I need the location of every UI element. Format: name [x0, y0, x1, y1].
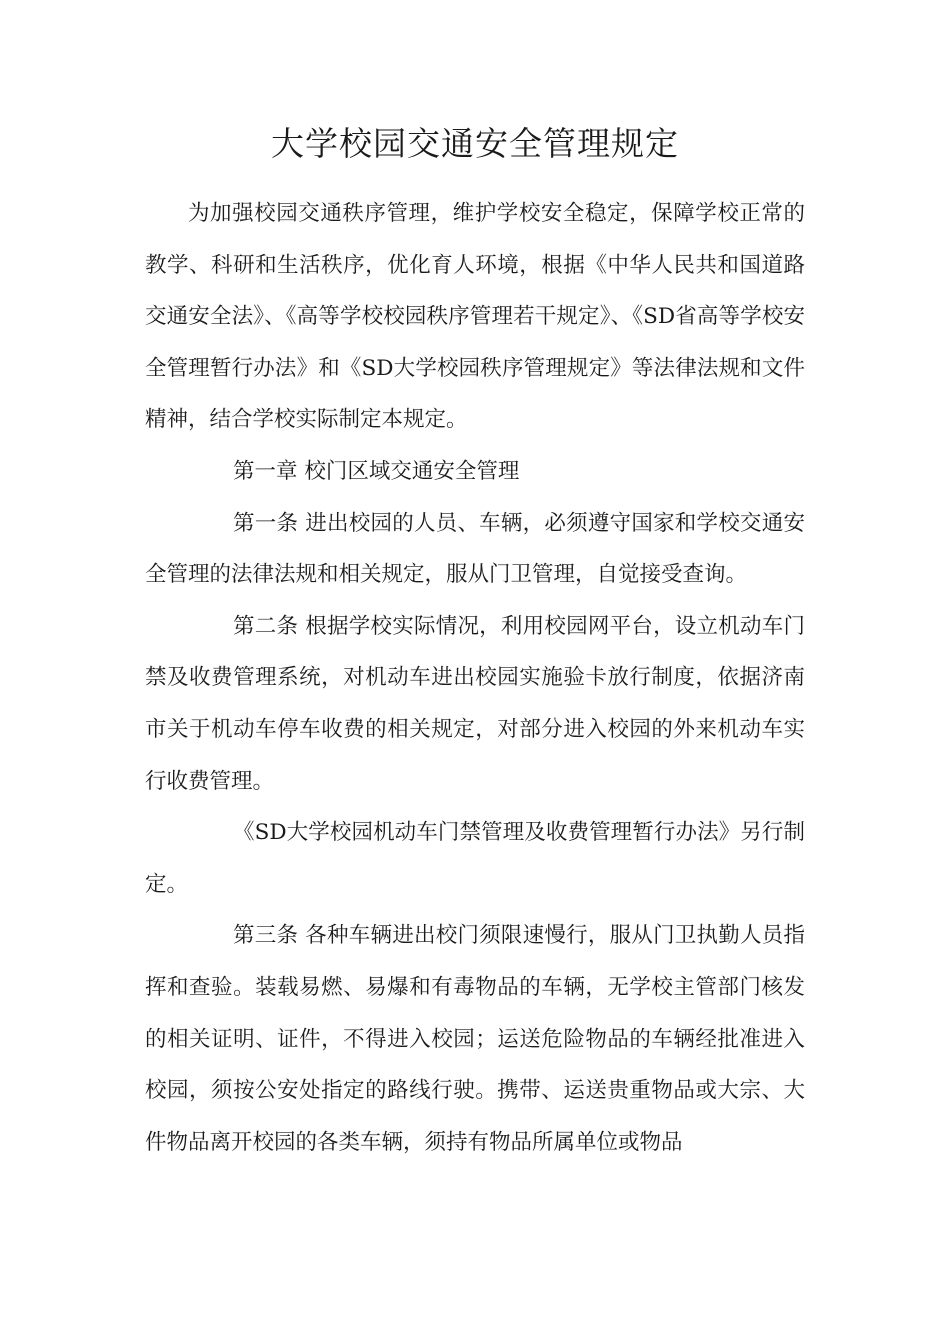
document-body: [145, 188, 805, 1168]
article-2-note-paragraph: 《SD大学校园机动车门禁管理及收费管理暂行办法》另行制定。: [145, 820, 805, 897]
intro-paragraph: 为加强校园交通秩序管理，维护学校安全稳定，保障学校正常的教学、科研和生活秩序，优化育人环境，根据《中华人民共和国道路交通安全法》、《高等学校校园秩序管理若干规定》、《SD省高等学校安全管理暂行办法》和《SD大学校园秩序管理规定》等法律法规和文件精神，结合学校实际制定本规定。: [145, 201, 805, 433]
article-2-paragraph: 第二条 根据学校实际情况，利用校园网平台，设立机动车门禁及收费管理系统，对机动车进出校园实施验卡放行制度，依据济南市关于机动车停车收费的相关规定，对部分进入校园的外来机动车实行收费管理。: [145, 613, 805, 794]
chapter-heading: 第一章 校门区域交通安全管理: [233, 458, 520, 484]
article-1-paragraph: 第一条 进出校园的人员、车辆，必须遵守国家和学校交通安全管理的法律法规和相关规定，服从门卫管理，自觉接受查询。: [145, 510, 805, 588]
document-title: 大学校园交通安全管理规定: [271, 124, 679, 163]
article-3-paragraph: 第三条 各种车辆进出校门须限速慢行，服从门卫执勤人员指挥和查验。装载易燃、易爆和有毒物品的车辆，无学校主管部门核发的相关证明、证件，不得进入校园；运送危险物品的车辆经批准进入校园，须按公安处指定的路线行驶。携带、运送贵重物品或大宗、大件物品离开校园的各类车辆，须持有物品所属单位或物品: [145, 923, 805, 1155]
